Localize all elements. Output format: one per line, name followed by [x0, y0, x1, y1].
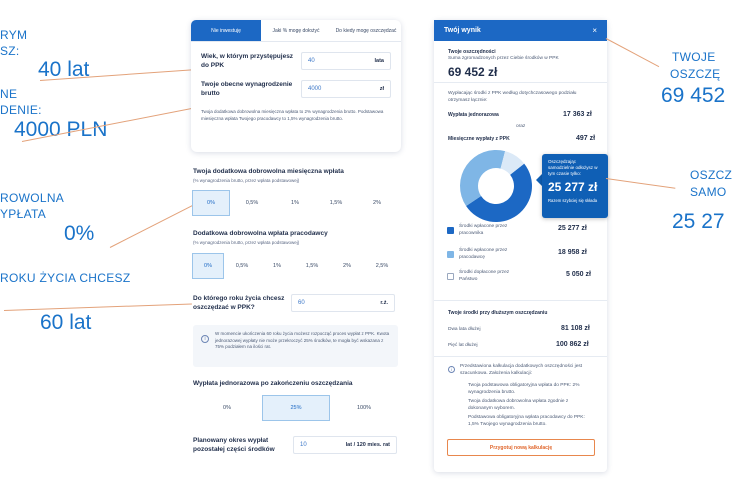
employer-contribution-subtitle: (% wynagrodzenia brutto, przez wpłata podstawowej) — [193, 240, 300, 245]
age-input[interactable] — [301, 52, 391, 70]
longer-row-label: Pięć lat dłużej — [448, 343, 478, 348]
annotation-label: OSZCZ — [690, 168, 732, 182]
assumptions-intro: Przedstawiona kalkulacja dodatkowych oszczędności jest szacunkowa. Założenia kalkulacji: — [460, 364, 583, 376]
salary-input[interactable] — [301, 80, 391, 98]
save-until-value: 60 — [298, 300, 305, 306]
lump-option-2[interactable]: 100% — [356, 405, 372, 411]
close-icon[interactable]: × — [592, 26, 597, 35]
tab-percent[interactable]: Jaki % mogę dołożyć — [272, 27, 320, 34]
tooltip-label: Oszczędzając samodzielnie odłożysz w tym czasie tylko: — [548, 159, 598, 176]
annotation-label: YPŁATA — [0, 207, 47, 221]
save-until-input[interactable] — [291, 294, 395, 312]
annotation-label: SAMO — [690, 185, 727, 199]
employer-option-2[interactable]: 1% — [273, 263, 281, 269]
result-header — [434, 20, 607, 41]
longer-row-value: 81 108 zł — [561, 325, 590, 332]
lump-option-1[interactable]: 25% — [262, 395, 330, 421]
longer-saving-title: Twoje środki przy dłuższym oszczędzaniu — [448, 310, 548, 316]
annotation-label: RYM — [0, 28, 28, 42]
longer-row-value: 100 862 zł — [556, 341, 589, 348]
age-unit: lata — [374, 58, 384, 64]
monthly-payout-value: 497 zł — [576, 135, 596, 142]
or-text: oraz — [516, 124, 526, 129]
payout-note: Wypłacając środki z PPK według dotychczasowego podziału otrzymasz łącznie: — [448, 91, 577, 103]
legend-value-employee: 25 277 zł — [558, 225, 587, 232]
annotation-value-end-age: 60 lat — [40, 311, 92, 334]
legend-label-state: Środki dopłacone przez Państwo — [459, 270, 510, 282]
self-saving-tooltip — [542, 154, 608, 218]
info-icon: i — [201, 335, 209, 343]
age-label: Wiek, w którym przystępujesz do PPK — [201, 53, 294, 69]
legend-swatch-employer — [447, 251, 454, 258]
tooltip-footer: Razem szybciej się składa — [548, 198, 598, 203]
savings-label: Twoje oszczędności — [448, 49, 496, 55]
annotation-connector — [110, 203, 198, 248]
save-until-row — [193, 294, 395, 312]
lump-payout-label: Wypłata jednorazowa — [448, 112, 499, 118]
donut-slice-1 — [460, 150, 505, 206]
own-option-4[interactable]: 2% — [373, 200, 381, 206]
lump-payout-value: 17 363 zł — [563, 111, 592, 118]
own-option-3[interactable]: 1,5% — [329, 200, 343, 206]
contribution-note: Twoja dodatkowa dobrowolna miesięczna wpłata to 2% wynagrodzenia brutto. Podstawowa miesięczna wpłata Twojego pracodawcy to 1,5% wynagrodzenia brutto. — [201, 109, 384, 121]
employer-option-0[interactable]: 0% — [192, 253, 224, 279]
assumption-item: Twoja dodatkowa dobrowolna wpłata zgodnie z dokonanym wyborem. — [468, 399, 569, 411]
result-title: Twój wynik — [444, 27, 481, 34]
savings-subtitle: Suma zgromadzonych przez Ciebie środków w PPK — [448, 56, 559, 61]
own-contribution-options — [192, 190, 398, 216]
annotation-label: SZ: — [0, 44, 20, 58]
salary-unit: zł — [379, 86, 384, 92]
save-until-label: Do którego roku życia chcesz oszczędzać w PPK? — [193, 295, 285, 311]
legend-label-employee: Środki wpłacone przez pracownika — [459, 224, 508, 236]
lump-sum-title: Wypłata jednorazowa po zakończeniu oszczędzania — [193, 380, 353, 387]
annotation-label: NE — [0, 87, 18, 101]
employer-contribution-options — [192, 253, 400, 279]
employer-option-3[interactable]: 1,5% — [305, 263, 319, 269]
longer-row-label: Dwa lata dłużej — [448, 327, 481, 332]
save-until-unit: r.ż. — [380, 300, 388, 306]
employer-option-5[interactable]: 2,5% — [375, 263, 389, 269]
divider — [434, 356, 607, 357]
legend-value-employer: 18 958 zł — [558, 249, 587, 256]
payout-period-value: 10 — [300, 442, 307, 448]
annotation-label: ROWOLNA — [0, 191, 65, 205]
legend-swatch-employee — [447, 227, 454, 234]
annotation-value-savings: 69 452 — [661, 84, 726, 107]
annotation-value-age: 40 lat — [38, 58, 90, 81]
annotation-label: ROKU ŻYCIA CHCESZ — [0, 271, 131, 285]
savings-value: 69 452 zł — [448, 65, 498, 79]
employer-option-1[interactable]: 0,5% — [235, 263, 249, 269]
legend-value-state: 5 050 zł — [566, 271, 591, 278]
payout-period-input[interactable] — [293, 436, 397, 454]
salary-label: Twoje obecne wynagrodzenie brutto — [201, 81, 293, 97]
annotation-value-contribution: 0% — [64, 222, 95, 245]
annotation-value-self-saving: 25 27 — [672, 210, 725, 233]
own-contribution-subtitle: (% wynagrodzenia brutto, przez wpłata podstawowej) — [193, 178, 300, 183]
calculator-form-card — [191, 20, 401, 152]
annotation-label: DENIE: — [0, 103, 42, 117]
annotation-label: TWOJE — [672, 50, 716, 64]
savings-donut-chart — [454, 148, 538, 224]
new-calculation-button[interactable]: Przygotuj nową kalkulację — [447, 439, 595, 456]
info-text: W momencie ukończenia 60 roku życia możesz rozpocząć proces wypłat z PPK. Kwota jednorazowej wypłaty nie może przekroczyć 25% środków, te mogła być wskazana z 75% podziałem na ilości rat. — [215, 331, 390, 349]
tab-until-when[interactable]: Do kiedy mogę oszczędzać — [335, 27, 397, 34]
mode-tabs — [191, 20, 401, 42]
annotation-connector — [606, 178, 675, 189]
own-option-2[interactable]: 1% — [291, 200, 299, 206]
info-box — [193, 325, 398, 367]
assumption-item: Podstawowa obligatoryjna wpłata pracodawcy do PPK: 1,5% Twojego wynagrodzenia brutto. — [468, 415, 585, 427]
employer-option-4[interactable]: 2% — [343, 263, 351, 269]
legend-label-employer: Środki wpłacone przez pracodawcę — [459, 248, 508, 260]
payout-period-label: Planowany okres wypłat pozostałej części środków — [193, 437, 275, 453]
age-value: 40 — [308, 58, 315, 64]
tab-no-invest[interactable]: Nie inwestuję — [191, 20, 261, 41]
annotation-connector — [606, 38, 659, 67]
payout-period-unit: lat / 120 mies. rat — [345, 442, 390, 448]
payout-period-row — [193, 436, 397, 454]
annotation-label: OSZCZĘ — [670, 67, 721, 81]
tooltip-value: 25 277 zł — [548, 180, 598, 194]
info-icon: i — [448, 366, 455, 373]
employer-contribution-title: Dodatkowa dobrowolna wpłata pracodawcy — [193, 230, 328, 237]
annotation-value-salary: 4000 PLN — [14, 118, 108, 141]
legend-swatch-state — [447, 273, 454, 280]
lump-option-0[interactable]: 0% — [223, 405, 231, 411]
own-option-1[interactable]: 0,5% — [245, 200, 259, 206]
monthly-payout-label: Miesięczne wypłaty z PPK — [448, 136, 510, 142]
divider — [434, 300, 607, 301]
lump-sum-options — [192, 395, 398, 421]
divider — [434, 82, 607, 83]
annotation-connector — [4, 303, 192, 311]
salary-value: 4000 — [308, 86, 322, 92]
own-option-0[interactable]: 0% — [192, 190, 230, 216]
own-contribution-title: Twoja dodatkowa dobrowolna miesięczna wpłata — [193, 168, 344, 175]
assumption-item: Twoja podstawowa obligatoryjna wpłata do PPK: 2% wynagrodzenia brutto. — [468, 383, 580, 395]
